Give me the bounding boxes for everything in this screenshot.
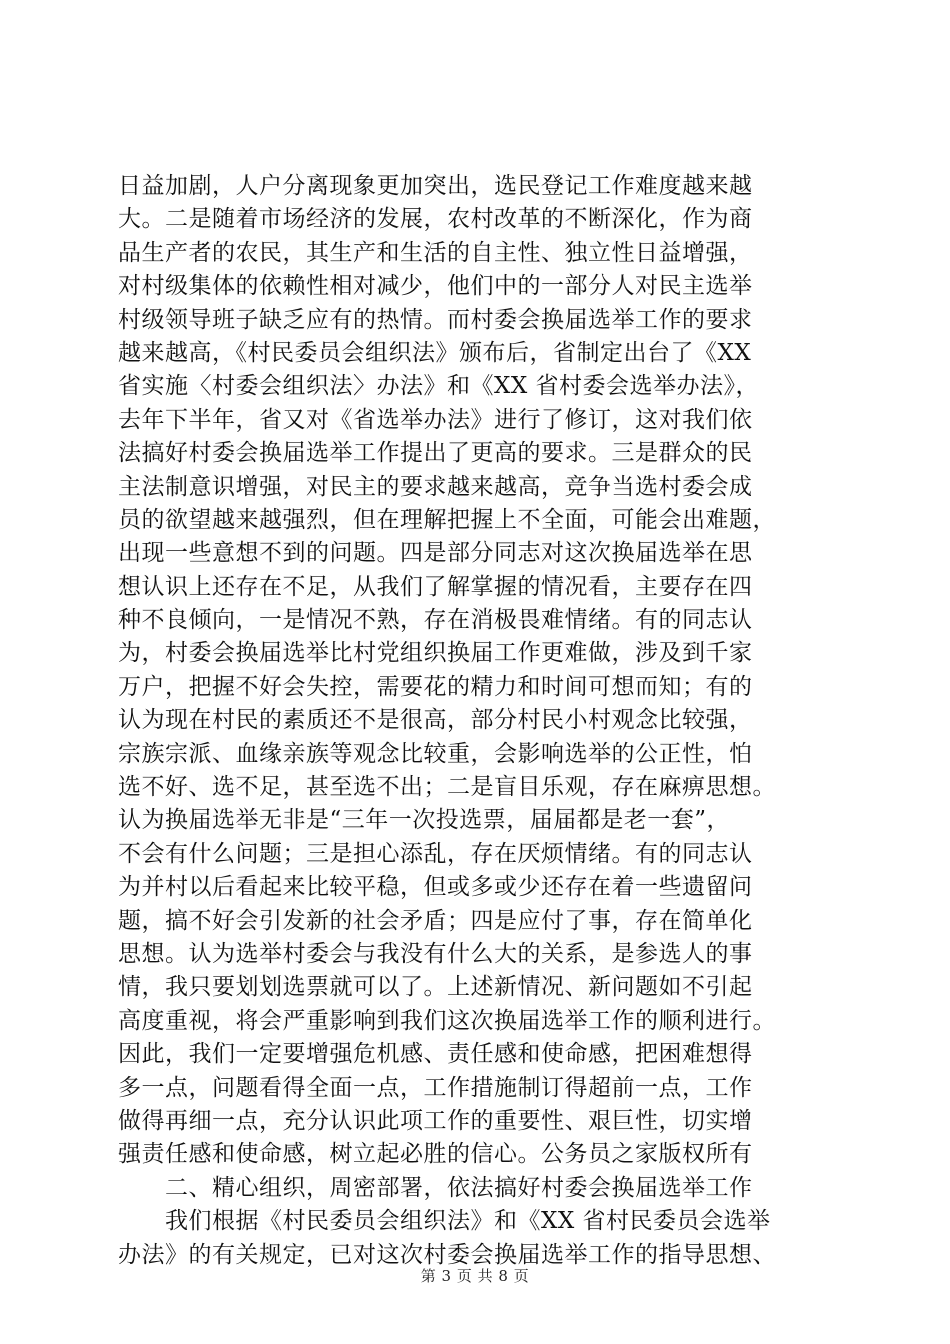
text-line: 宗族宗派、血缘亲族等观念比较重，会影响选举的公正性，怕: [118, 740, 753, 767]
text-line: 认为现在村民的素质还不是很高，部分村民小村观念比较强，: [118, 707, 753, 734]
text-line: 高度重视，将会严重影响到我们这次换届选举工作的顺利进行。: [118, 1007, 776, 1034]
text-line: 法搞好村委会换届选举工作提出了更高的要求。三是群众的民: [118, 440, 753, 467]
text-line: 做得再细一点，充分认识此项工作的重要性、艰巨性，切实增: [118, 1107, 753, 1134]
text-line: 万户，把握不好会失控，需要花的精力和时间可想而知；有的: [118, 673, 753, 700]
text-line: 员的欲望越来越强烈，但在理解把握上不全面，可能会出难题，: [118, 506, 776, 533]
text-line: 为并村以后看起来比较平稳，但或多或少还存在着一些遗留问: [118, 874, 753, 901]
text-line: 选不好、选不足，甚至选不出；二是盲目乐观，存在麻痹思想。: [118, 774, 776, 801]
text-line: 省实施〈村委会组织法〉办法》和《XX 省村委会选举办法》，: [118, 373, 760, 400]
text-line: 日益加剧，人户分离现象更加突出，选民登记工作难度越来越: [118, 173, 753, 199]
text-line: 思想。认为选举村委会与我没有什么大的关系，是参选人的事: [118, 940, 753, 967]
text-line: 多一点，问题看得全面一点，工作措施制订得超前一点，工作: [118, 1074, 753, 1101]
text-line: 越来越高，《村民委员会组织法》颁布后，省制定出台了《XX: [118, 339, 752, 366]
text-line: 二、精心组织，周密部署，依法搞好村委会换届选举工作: [118, 1174, 753, 1201]
text-line: 大。二是随着市场经济的发展，农村改革的不断深化，作为商: [118, 206, 753, 233]
text-line: 想认识上还存在不足，从我们了解掌握的情况看，主要存在四: [118, 573, 753, 600]
text-line: 品生产者的农民，其生产和生活的自主性、独立性日益增强，: [118, 239, 753, 266]
text-line: 种不良倾向，一是情况不熟，存在消极畏难情绪。有的同志认: [118, 607, 753, 634]
page-footer: 第 3 页 共 8 页: [420, 1267, 530, 1285]
text-line: 去年下半年，省又对《省选举办法》进行了修订，这对我们依: [118, 406, 753, 433]
text-line: 不会有什么问题；三是担心添乱，存在厌烦情绪。有的同志认: [118, 840, 753, 867]
text-line: 强责任感和使命感，树立起必胜的信心。公务员之家版权所有: [118, 1141, 753, 1168]
text-line: 主法制意识增强，对民主的要求越来越高，竞争当选村委会成: [118, 473, 753, 500]
text-line: 情，我只要划划选票就可以了。上述新情况、新问题如不引起: [118, 974, 753, 1001]
text-line: 我们根据《村民委员会组织法》和《XX 省村民委员会选举: [118, 1208, 771, 1235]
text-line: 对村级集体的依赖性相对减少，他们中的一部分人对民主选举: [118, 273, 753, 300]
text-line: 出现一些意想不到的问题。四是部分同志对这次换届选举在思: [118, 540, 753, 567]
text-line: 村级领导班子缺乏应有的热情。而村委会换届选举工作的要求: [118, 306, 753, 333]
text-line: 认为换届选举无非是“三年一次投选票，届届都是老一套”，: [118, 807, 731, 834]
text-line: 题，搞不好会引发新的社会矛盾；四是应付了事，存在简单化: [118, 907, 753, 934]
text-line: 因此，我们一定要增强危机感、责任感和使命感，把困难想得: [118, 1041, 753, 1068]
text-line: 办法》的有关规定，已对这次村委会换届选举工作的指导思想、: [118, 1241, 776, 1268]
text-line: 为，村委会换届选举比村党组织换届工作更难做，涉及到千家: [118, 640, 753, 667]
body-text: [118, 170, 838, 1272]
